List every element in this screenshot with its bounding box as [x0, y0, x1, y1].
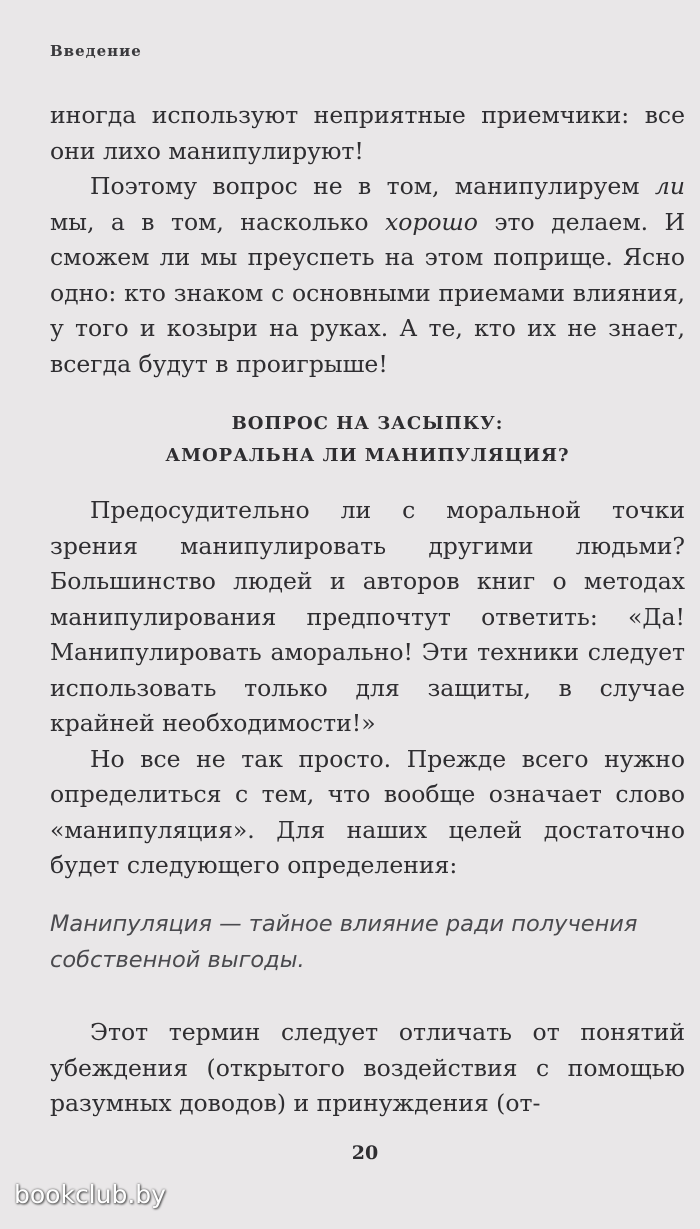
emphasis: ли — [654, 172, 685, 200]
paragraph: иногда используют неприятные приемчики: все они лихо манипулируют! — [50, 101, 685, 165]
paragraph: Предосудительно ли с моральной точки зрения манипулировать другими людьми? Большинство людей и авторов книг о методах манипулирования предпочтут ответить: «Да! Манипулировать аморально! Эти техники следует использовать только для защиты, в случае крайней необходимости!» — [50, 496, 685, 737]
running-head: Введение — [50, 42, 142, 60]
paragraph — [50, 169, 685, 382]
text-block-intro — [50, 98, 685, 382]
heading-line: АМОРАЛЬНА ЛИ МАНИПУЛЯЦИЯ? — [165, 445, 570, 466]
text-span: мы, а в том, насколько — [50, 207, 385, 236]
heading-line: ВОПРОС НА ЗАСЫПКУ: — [231, 413, 504, 434]
paragraph: Этот термин следует отличать от понятий убеждения (открытого воздействия с помощью разумных доводов) и принуждения (от- — [50, 1018, 685, 1117]
text-span: это делаем. И сможем ли мы преуспеть на этом поприще. Ясно одно: кто знаком с основными приемами влияния, у того и козыри на руках. А те, кто их не знает, всегда будут в проигрыше! — [50, 207, 685, 378]
emphasis: хорошо — [384, 207, 478, 236]
page-number: 20 — [351, 1142, 379, 1164]
text-block-morality — [50, 493, 685, 884]
text-block-terms — [50, 1015, 685, 1122]
section-heading — [50, 408, 685, 472]
text-span: Поэтому вопрос не в том, манипулируем — [90, 172, 655, 200]
watermark: bookclub.by — [14, 1180, 166, 1209]
definition-quote: Манипуляция — тайное влияние ради получения собственной выгоды. — [50, 911, 638, 973]
paragraph: Но все не так просто. Прежде всего нужно определиться с тем, что вообще означает слово «манипуляция». Для наших целей достаточно будет следующего определения: — [50, 744, 685, 879]
